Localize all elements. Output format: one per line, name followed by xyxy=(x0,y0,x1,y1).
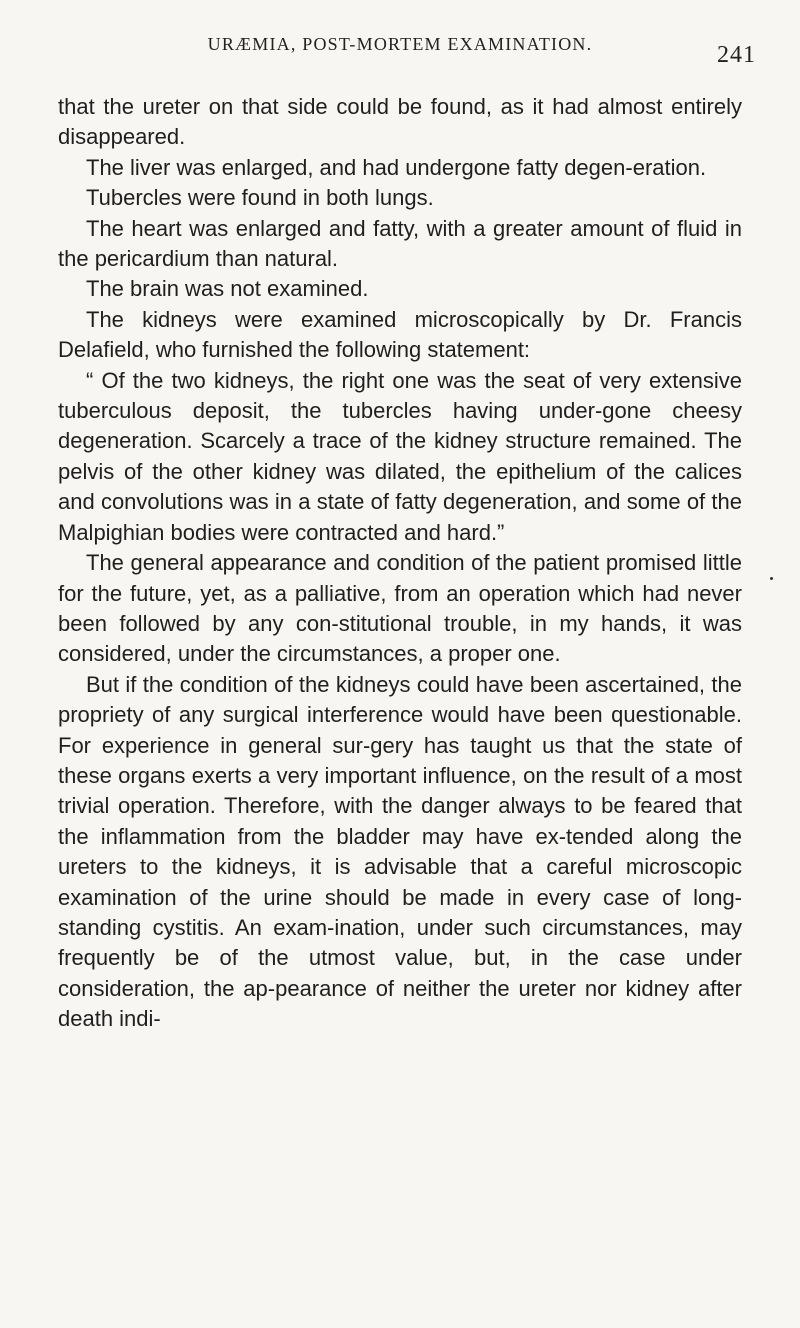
paragraph-lungs: Tubercles were found in both lungs. xyxy=(86,185,434,211)
page-number: 241 xyxy=(717,42,756,68)
paragraph-kidneys: The kidneys were examined microscopically by Dr. Francis Delafield, who furnished the following statement: xyxy=(58,306,742,363)
paragraph-brain: The brain was not examined. xyxy=(86,276,369,302)
paragraph-general-appearance: The general appearance and condition of the patient promised little for the future, yet, as a palliative, from an operation which had never been followed by any con-stitutional trouble, in my hands, it was considered, under the circumstances, a proper one. xyxy=(58,550,742,667)
paragraph-liver: The liver was enlarged, and had undergone fatty degen-eration. xyxy=(86,154,707,180)
stray-mark xyxy=(770,577,773,580)
paragraph-heart: The heart was enlarged and fatty, with a greater amount of fluid in the pericardium than natural. xyxy=(58,215,742,272)
body-text xyxy=(58,92,742,1035)
paragraph-quotation: “ Of the two kidneys, the right one was the seat of very extensive tuberculous deposit, the tubercles having under-gone cheesy degeneration. Scarcely a trace of the kidney structure remained. The pelvis of the other kidney was dilated, the epithelium of the calices and convolutions was in a state of fatty degeneration, and some of the Malpighian bodies were contracted and hard.” xyxy=(58,367,742,545)
paragraph-continuation: that the ureter on that side could be found, as it had almost entirely disappeared. xyxy=(58,94,742,150)
paragraph-kidney-condition: But if the condition of the kidneys could have been ascertained, the propriety of any surgical interference would have been questionable. For experience in general sur-gery has taught us that the state of these organs exerts a very important influence, on the result of a most trivial operation. Therefore, with the danger always to be feared that the inflammation from the bladder may have ex-tended along the ureters to the kidneys, it is advisable that a careful microscopic examination of the urine should be made in every case of long-standing cystitis. An exam-ination, under such circumstances, may frequently be of the utmost value, but, in the case under consideration, the ap-pearance of neither the ureter nor kidney after death indi- xyxy=(58,671,742,1032)
running-head: URÆMIA, POST-MORTEM EXAMINATION. xyxy=(207,34,593,54)
